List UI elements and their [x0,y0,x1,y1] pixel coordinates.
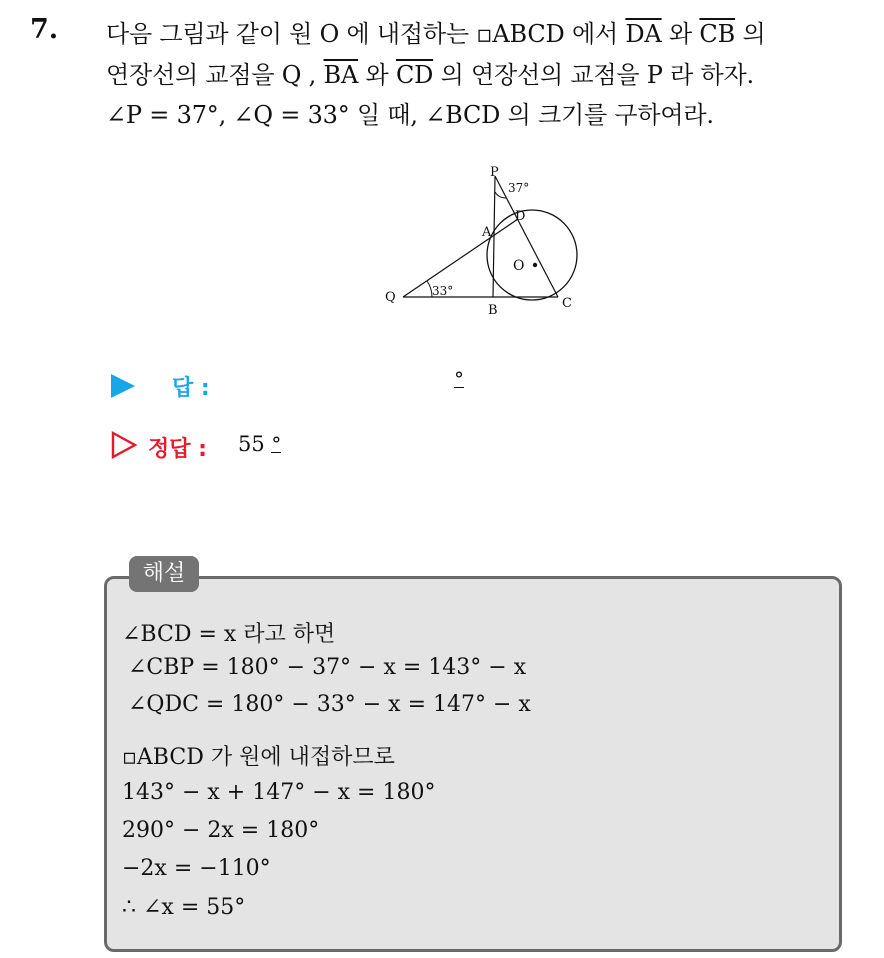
question-text: 연장선의 교점을 Q , [106,61,324,89]
segment-cd: $\overline{CD}$ [395,61,434,89]
answer-marker-icon [111,374,135,398]
question-text: 의 연장선의 교점을 P 라 하자. [433,61,754,89]
label-b: B [488,303,498,318]
question-text: 와 [358,61,396,89]
label-c: C [562,296,572,311]
question-text: 와 [661,20,700,48]
label-q: Q [385,290,396,305]
line-qd [403,219,518,297]
label-o: O [513,258,525,274]
correct-unit: ° [271,432,282,456]
correct-value [238,432,281,456]
answer-label: 답 : [172,376,210,401]
label-angle-p: 37° [508,181,530,195]
question-line-3: ∠P = 37°, ∠Q = 33° 일 때, ∠BCD 의 크기를 구하여라. [106,101,714,129]
explanation-line: 290° − 2x = 180° [122,818,320,843]
explanation-line: 143° − x + 147° − x = 180° [122,780,436,805]
question-line-1 [106,14,765,49]
explanation-tab: 해설 [129,556,199,592]
label-angle-q: 33° [432,284,454,298]
segment-ba: $\overline{BA}$ [323,61,359,89]
label-a: A [482,225,492,240]
circle-o [487,210,577,300]
explanation-line: −2x = −110° [122,856,271,881]
answer-unit [454,367,464,391]
question-text: 의 [735,20,766,48]
question-number: 7. [30,14,59,45]
label-d: D [515,209,526,224]
geometry-figure [380,162,600,322]
question-line-2 [106,55,754,90]
answer-unit-text: ° [454,367,464,391]
correct-value-text: 55 [238,432,265,456]
explanation-line: ∴ ∠x = 55° [122,895,246,920]
correct-marker-icon [111,431,138,459]
explanation-line: ∠CBP = 180° − 37° − x = 143° − x [128,655,527,680]
segment-da: $\overline{DA}$ [625,20,662,48]
explanation-line: ∠QDC = 180° − 33° − x = 147° − x [128,692,531,717]
segment-cb: $\overline{CB}$ [699,20,736,48]
correct-label: 정답 : [148,437,207,462]
label-p: P [490,165,499,180]
explanation-line: ▫ABCD 가 원에 내접하므로 [122,745,395,770]
explanation-line: ∠BCD = x 라고 하면 [122,622,336,647]
center-point [533,263,537,267]
question-text: 다음 그림과 같이 원 O 에 내접하는 ▫ABCD 에서 [106,20,626,48]
